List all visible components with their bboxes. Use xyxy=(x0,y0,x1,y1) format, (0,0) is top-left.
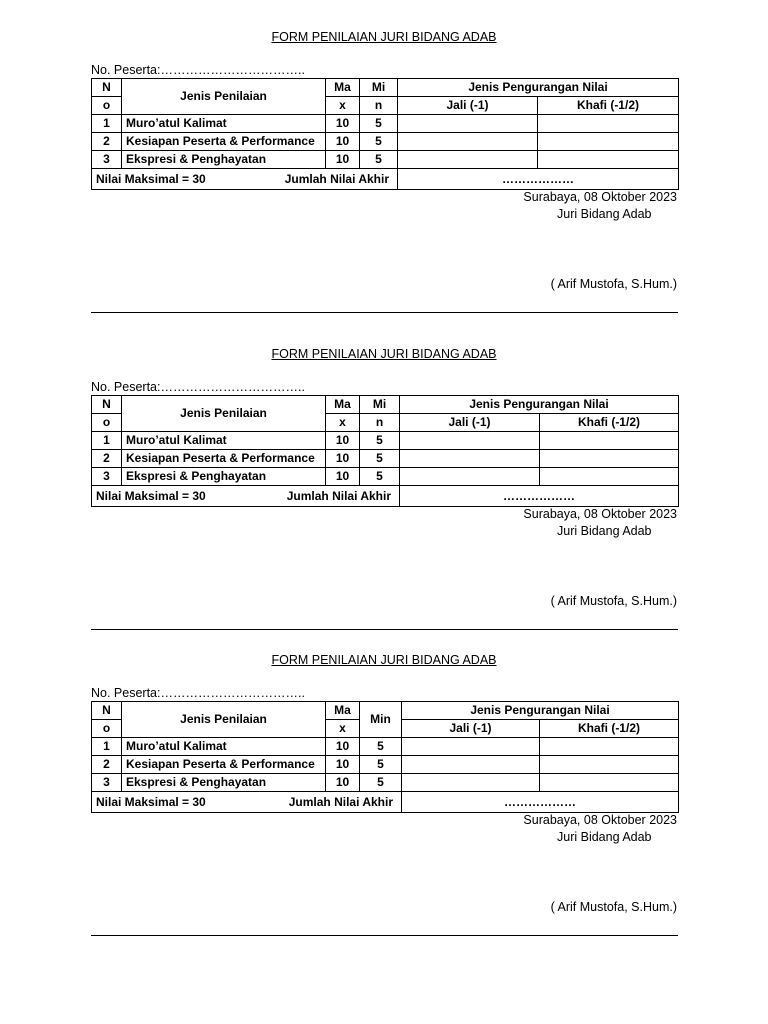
participant-number-field: No. Peserta:…………………………….. xyxy=(91,63,305,77)
jury-role: Juri Bidang Adab xyxy=(557,524,652,538)
row-no: 2 xyxy=(92,756,122,774)
header-max-2: x xyxy=(326,97,360,115)
jury-role: Juri Bidang Adab xyxy=(557,830,652,844)
divider xyxy=(91,312,678,313)
table-footer-row xyxy=(92,486,679,507)
header-khafi: Khafi (-1/2) xyxy=(540,414,679,432)
score-table xyxy=(91,78,679,190)
row-jenis: Kesiapan Peserta & Performance xyxy=(122,133,326,151)
row-no: 1 xyxy=(92,738,122,756)
table-footer-row xyxy=(92,792,679,813)
divider xyxy=(91,935,678,936)
header-min-2: n xyxy=(360,97,398,115)
header-no: N xyxy=(92,702,122,720)
row-max: 10 xyxy=(326,738,360,756)
row-jali-cell[interactable] xyxy=(398,151,538,169)
row-min: 5 xyxy=(360,115,398,133)
nilai-maksimal-label: Nilai Maksimal = 30 xyxy=(96,171,206,186)
row-jali-cell[interactable] xyxy=(402,774,540,792)
row-khafi-cell[interactable] xyxy=(540,774,679,792)
header-min: Mi xyxy=(360,396,400,414)
table-row xyxy=(92,151,679,169)
row-min: 5 xyxy=(360,432,400,450)
signer-name: ( Arif Mustofa, S.Hum.) xyxy=(550,594,677,608)
row-no: 2 xyxy=(92,450,122,468)
table-row xyxy=(92,738,679,756)
header-no: N xyxy=(92,79,122,97)
row-jenis: Ekspresi & Penghayatan xyxy=(122,151,326,169)
header-pengurangan: Jenis Pengurangan Nilai xyxy=(398,79,679,97)
row-khafi-cell[interactable] xyxy=(540,450,679,468)
row-no: 1 xyxy=(92,115,122,133)
row-jali-cell[interactable] xyxy=(398,115,538,133)
row-khafi-cell[interactable] xyxy=(538,133,679,151)
table-row xyxy=(92,774,679,792)
row-min: 5 xyxy=(360,450,400,468)
table-footer-row xyxy=(92,169,679,190)
jury-role: Juri Bidang Adab xyxy=(557,207,652,221)
table-row xyxy=(92,450,679,468)
header-min-2: n xyxy=(360,414,400,432)
row-jali-cell[interactable] xyxy=(402,738,540,756)
place-date: Surabaya, 08 Oktober 2023 xyxy=(523,190,677,204)
row-khafi-cell[interactable] xyxy=(540,432,679,450)
participant-number-field: No. Peserta:…………………………….. xyxy=(91,686,305,700)
row-jenis: Muro’atul Kalimat xyxy=(122,738,326,756)
header-no-2: o xyxy=(92,414,122,432)
header-jali: Jali (-1) xyxy=(398,97,538,115)
header-max: Ma xyxy=(326,702,360,720)
row-jenis: Muro’atul Kalimat xyxy=(122,115,326,133)
form-title: FORM PENILAIAN JURI BIDANG ADAB xyxy=(271,347,497,361)
divider xyxy=(91,629,678,630)
row-jali-cell[interactable] xyxy=(400,450,540,468)
row-jenis: Ekspresi & Penghayatan xyxy=(122,774,326,792)
row-jenis: Kesiapan Peserta & Performance xyxy=(122,450,326,468)
header-jenis-penilaian: Jenis Penilaian xyxy=(122,396,326,432)
row-no: 3 xyxy=(92,774,122,792)
header-min: Min xyxy=(360,702,402,738)
nilai-maksimal-label: Nilai Maksimal = 30 xyxy=(96,794,206,809)
row-min: 5 xyxy=(360,151,398,169)
row-min: 5 xyxy=(360,468,400,486)
signer-name: ( Arif Mustofa, S.Hum.) xyxy=(550,900,677,914)
score-table xyxy=(91,395,679,507)
form-3 xyxy=(0,652,768,962)
header-min: Mi xyxy=(360,79,398,97)
participant-number-field: No. Peserta:…………………………….. xyxy=(91,380,305,394)
score-table xyxy=(91,701,679,813)
row-jenis: Kesiapan Peserta & Performance xyxy=(122,756,326,774)
header-jenis-penilaian: Jenis Penilaian xyxy=(122,702,326,738)
header-max: Ma xyxy=(326,396,360,414)
form-1 xyxy=(0,29,768,339)
row-min: 5 xyxy=(360,756,402,774)
signer-name: ( Arif Mustofa, S.Hum.) xyxy=(550,277,677,291)
table-row xyxy=(92,432,679,450)
row-khafi-cell[interactable] xyxy=(538,115,679,133)
header-jenis-penilaian: Jenis Penilaian xyxy=(122,79,326,115)
form-2 xyxy=(0,346,768,656)
form-title: FORM PENILAIAN JURI BIDANG ADAB xyxy=(271,653,497,667)
jumlah-nilai-label: Jumlah Nilai Akhir xyxy=(286,488,391,503)
row-jali-cell[interactable] xyxy=(398,133,538,151)
footer-left-cell xyxy=(92,792,402,813)
table-row xyxy=(92,115,679,133)
table-row xyxy=(92,756,679,774)
row-khafi-cell[interactable] xyxy=(540,756,679,774)
header-max: Ma xyxy=(326,79,360,97)
row-khafi-cell[interactable] xyxy=(538,151,679,169)
footer-left-cell xyxy=(92,486,400,507)
row-min: 5 xyxy=(360,133,398,151)
row-min: 5 xyxy=(360,774,402,792)
row-max: 10 xyxy=(326,450,360,468)
row-no: 3 xyxy=(92,468,122,486)
footer-left-cell xyxy=(92,169,398,190)
header-no-2: o xyxy=(92,97,122,115)
jumlah-nilai-value[interactable]: ……………… xyxy=(402,792,679,813)
row-no: 1 xyxy=(92,432,122,450)
row-jali-cell[interactable] xyxy=(400,432,540,450)
jumlah-nilai-value[interactable]: ……………… xyxy=(398,169,679,190)
header-pengurangan: Jenis Pengurangan Nilai xyxy=(402,702,679,720)
header-jali: Jali (-1) xyxy=(400,414,540,432)
row-jenis: Muro’atul Kalimat xyxy=(122,432,326,450)
nilai-maksimal-label: Nilai Maksimal = 30 xyxy=(96,488,206,503)
header-max-2: x xyxy=(326,414,360,432)
table-row xyxy=(92,468,679,486)
row-max: 10 xyxy=(326,133,360,151)
row-max: 10 xyxy=(326,115,360,133)
header-no: N xyxy=(92,396,122,414)
row-min: 5 xyxy=(360,738,402,756)
header-no-2: o xyxy=(92,720,122,738)
row-jali-cell[interactable] xyxy=(402,756,540,774)
jumlah-nilai-label: Jumlah Nilai Akhir xyxy=(288,794,393,809)
row-max: 10 xyxy=(326,151,360,169)
header-jali: Jali (-1) xyxy=(402,720,540,738)
row-max: 10 xyxy=(326,468,360,486)
header-khafi: Khafi (-1/2) xyxy=(540,720,679,738)
row-jenis: Ekspresi & Penghayatan xyxy=(122,468,326,486)
header-khafi: Khafi (-1/2) xyxy=(538,97,679,115)
header-pengurangan: Jenis Pengurangan Nilai xyxy=(400,396,679,414)
place-date: Surabaya, 08 Oktober 2023 xyxy=(523,507,677,521)
row-khafi-cell[interactable] xyxy=(540,468,679,486)
row-no: 3 xyxy=(92,151,122,169)
form-title: FORM PENILAIAN JURI BIDANG ADAB xyxy=(271,30,497,44)
row-max: 10 xyxy=(326,756,360,774)
place-date: Surabaya, 08 Oktober 2023 xyxy=(523,813,677,827)
row-max: 10 xyxy=(326,774,360,792)
table-row xyxy=(92,133,679,151)
header-max-2: x xyxy=(326,720,360,738)
jumlah-nilai-label: Jumlah Nilai Akhir xyxy=(284,171,389,186)
row-jali-cell[interactable] xyxy=(400,468,540,486)
row-no: 2 xyxy=(92,133,122,151)
jumlah-nilai-value[interactable]: ……………… xyxy=(400,486,679,507)
row-khafi-cell[interactable] xyxy=(540,738,679,756)
row-max: 10 xyxy=(326,432,360,450)
